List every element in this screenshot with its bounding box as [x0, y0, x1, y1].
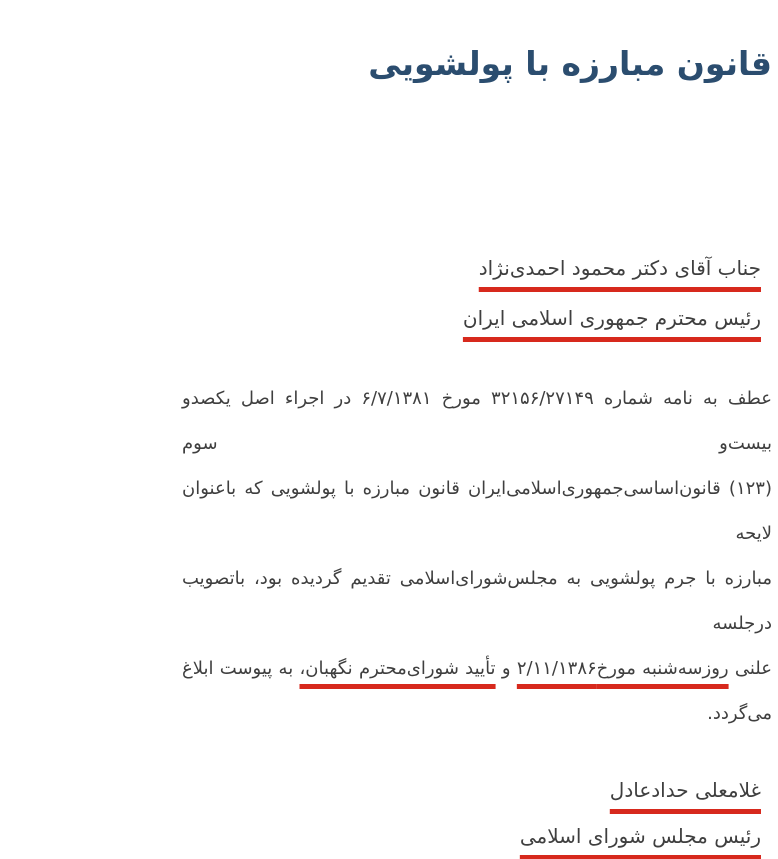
body-line	[182, 646, 772, 691]
letter-body	[182, 376, 772, 736]
signatory-role: رئیس مجلس شورای اسلامی	[519, 824, 761, 848]
addressee-block	[182, 243, 772, 343]
body-text: عطف به نامه شماره ۳۲۱۵۶/۲۷۱۴۹ مورخ ۶/۷/۱۳۸۱ در اجراء اصل یکصدو بیست‌و سوم	[182, 388, 772, 454]
body-line	[182, 556, 772, 646]
red-underlined-phrase: روزسه‌شنبه مورخ۲/۱۱/۱۳۸۶	[516, 658, 729, 679]
signatory-role-line	[182, 813, 761, 859]
addressee-role: رئیس محترم جمهوری اسلامی ایران	[462, 306, 761, 330]
red-underlined-phrase: تأیید شورای‌محترم نگهبان،	[299, 658, 496, 679]
signatory-name-line	[182, 767, 761, 813]
body-line	[182, 376, 772, 466]
document-content	[182, 40, 772, 859]
body-line	[182, 691, 772, 736]
body-text: به پیوست ابلاغ	[182, 658, 300, 679]
body-text: می‌گردد.	[707, 703, 772, 724]
addressee-role-line	[182, 293, 761, 343]
signature-block	[182, 767, 772, 859]
body-text: علنی	[728, 658, 773, 679]
body-text: (۱۲۳) قانون‌اساسی‌جمهوری‌اسلامی‌ایران قانون مبارزه با پولشویی که باعنوان لایحه	[182, 478, 772, 544]
signatory-name: غلامعلی حدادعادل	[609, 778, 761, 802]
body-text: مبارزه با جرم پولشویی به مجلس‌شورای‌اسلامی تقدیم گردیده بود، باتصویب درجلسه	[182, 568, 772, 634]
body-line	[182, 466, 772, 556]
page-title: قانون مبارزه با پولشویی	[368, 44, 772, 83]
document-page	[0, 40, 778, 848]
body-text: و	[495, 658, 517, 679]
addressee-name-line	[182, 243, 761, 293]
addressee-name: جناب آقای دکتر محمود احمدی‌نژاد	[478, 256, 761, 280]
